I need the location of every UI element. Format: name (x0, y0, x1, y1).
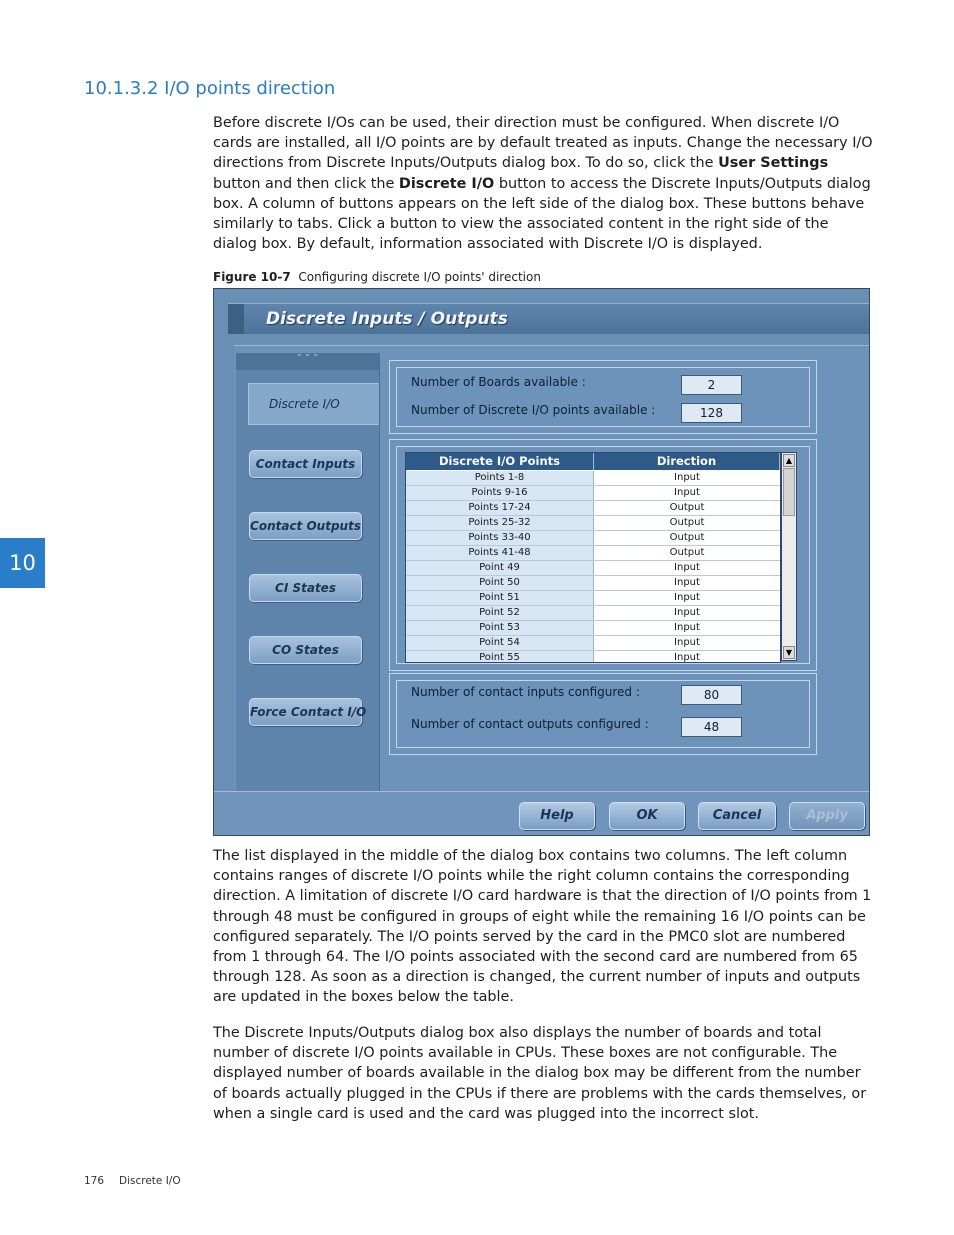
points-cell: Points 9-16 (406, 486, 594, 500)
scroll-thumb[interactable] (783, 468, 795, 516)
sidebar-scroll-indicator[interactable]: ˘ ˇ ˘ (236, 353, 379, 370)
apply-button[interactable]: Apply (789, 802, 865, 830)
tab-co-states[interactable]: CO States (249, 636, 362, 664)
direction-cell[interactable]: Output (594, 516, 780, 530)
table-row[interactable] (406, 531, 780, 546)
points-label: Number of Discrete I/O points available : (411, 403, 656, 417)
chapter-tab: 10 (0, 538, 45, 588)
direction-cell[interactable]: Input (594, 606, 780, 620)
dialog-titlebar (228, 303, 870, 334)
table-row[interactable] (406, 591, 780, 606)
direction-cell[interactable]: Input (594, 591, 780, 605)
table-row[interactable] (406, 486, 780, 501)
column-header-direction[interactable]: Direction (594, 453, 780, 470)
tab-discrete-io[interactable]: Discrete I/O (248, 383, 379, 425)
ok-button[interactable]: OK (609, 802, 685, 830)
boards-panel (389, 360, 817, 434)
figure-label: Figure 10-7 (213, 270, 291, 284)
discrete-io-dialog (213, 288, 870, 836)
direction-cell[interactable]: Input (594, 621, 780, 635)
table-row[interactable] (406, 501, 780, 516)
table-row[interactable] (406, 516, 780, 531)
boards-value: 2 (681, 375, 742, 395)
direction-cell[interactable]: Input (594, 651, 780, 663)
table-row[interactable] (406, 651, 780, 663)
tab-contact-inputs[interactable]: Contact Inputs (249, 450, 362, 478)
intro-bold-user-settings: User Settings (718, 155, 829, 172)
figure-caption (213, 270, 541, 284)
io-points-table (405, 452, 781, 663)
scroll-down-arrow-icon[interactable]: ▼ (783, 646, 795, 659)
column-header-points[interactable]: Discrete I/O Points (406, 453, 594, 470)
table-row[interactable] (406, 636, 780, 651)
points-cell: Point 49 (406, 561, 594, 575)
direction-cell[interactable]: Input (594, 636, 780, 650)
points-cell: Points 1-8 (406, 471, 594, 485)
dialog-button-bar (214, 791, 870, 836)
points-cell: Points 17-24 (406, 501, 594, 515)
figure-caption-text: Configuring discrete I/O points' direction (298, 270, 541, 284)
tab-force-contact-io[interactable]: Force Contact I/O (249, 698, 362, 726)
direction-cell[interactable]: Input (594, 561, 780, 575)
boards-label: Number of Boards available : (411, 375, 586, 389)
page-number: 176 (84, 1175, 105, 1187)
points-cell: Points 25-32 (406, 516, 594, 530)
intro-paragraph (213, 113, 873, 254)
scroll-up-arrow-icon[interactable]: ▲ (783, 454, 795, 467)
points-value: 128 (681, 403, 742, 423)
points-cell: Point 53 (406, 621, 594, 635)
table-row[interactable] (406, 576, 780, 591)
table-rows (406, 471, 780, 663)
dialog-title: Discrete Inputs / Outputs (266, 309, 508, 329)
help-button[interactable]: Help (519, 802, 595, 830)
footer-section: Discrete I/O (119, 1175, 181, 1187)
tab-ci-states[interactable]: CI States (249, 574, 362, 602)
direction-cell[interactable]: Output (594, 501, 780, 515)
intro-text-1: Before discrete I/Os can be used, their direction must be configured. When discrete I/O cards are installed, all I/O points are by default treated as inputs. Change the necessary I/O directions from Discrete Inputs/Outputs dialog box. To do so, click the (213, 115, 873, 172)
table-row[interactable] (406, 606, 780, 621)
section-heading: 10.1.3.2 I/O points direction (84, 78, 336, 99)
cancel-button[interactable]: Cancel (698, 802, 776, 830)
body-paragraph-3: The Discrete Inputs/Outputs dialog box also displays the number of boards and total number of discrete I/O points available in CPUs. These boxes are not configurable. The displayed number of boards available in the dialog box may be different from the number of boards actually plugged in the CPUs if there are problems with the cards themselves, or when a single card is used and the card was plugged into the incorrect slot. (213, 1025, 867, 1122)
direction-cell[interactable]: Input (594, 486, 780, 500)
points-cell: Point 54 (406, 636, 594, 650)
points-cell: Points 41-48 (406, 546, 594, 560)
points-cell: Point 55 (406, 651, 594, 663)
contact-inputs-label: Number of contact inputs configured : (411, 685, 640, 699)
tab-contact-outputs[interactable]: Contact Outputs (249, 512, 362, 540)
direction-cell[interactable]: Output (594, 531, 780, 545)
table-row[interactable] (406, 561, 780, 576)
body-paragraph-2: The list displayed in the middle of the dialog box contains two columns. The left column contains ranges of discrete I/O points while the right column contains the corresponding direction. A limitation of discrete I/O card hardware is that the direction of I/O points from 1 through 48 must be configured in groups of eight while the remaining 16 I/O points can be configured separately. The I/O points served by the card in the PMC0 slot are numbered from 1 through 64. The I/O points associated with the second card are numbered from 65 through 128. As soon as a direction is changed, the current number of inputs and outputs are updated in the boxes below the table. (213, 848, 872, 1006)
points-cell: Point 50 (406, 576, 594, 590)
direction-cell[interactable]: Output (594, 546, 780, 560)
intro-bold-discrete-io: Discrete I/O (398, 175, 495, 192)
table-row[interactable] (406, 471, 780, 486)
contact-outputs-label: Number of contact outputs configured : (411, 717, 649, 731)
points-cell: Point 51 (406, 591, 594, 605)
table-header (406, 453, 780, 470)
table-row[interactable] (406, 546, 780, 561)
intro-text-3: button to access the Discrete Inputs/Outputs dialog box. A column of buttons appears on the left side of the dialog box. These buttons behave similarly to tabs. Click a button to view the associated content in the right side of the dialog box. By default, information associated with Discrete I/O is displayed. (213, 175, 871, 253)
table-row[interactable] (406, 621, 780, 636)
intro-text-2: button and then click the (213, 175, 399, 192)
table-scrollbar[interactable] (781, 452, 797, 661)
contact-inputs-value: 80 (681, 685, 742, 705)
contact-outputs-value: 48 (681, 717, 742, 737)
direction-cell[interactable]: Input (594, 471, 780, 485)
dialog-sidebar (236, 353, 380, 791)
direction-cell[interactable]: Input (594, 576, 780, 590)
points-cell: Point 52 (406, 606, 594, 620)
points-cell: Points 33-40 (406, 531, 594, 545)
